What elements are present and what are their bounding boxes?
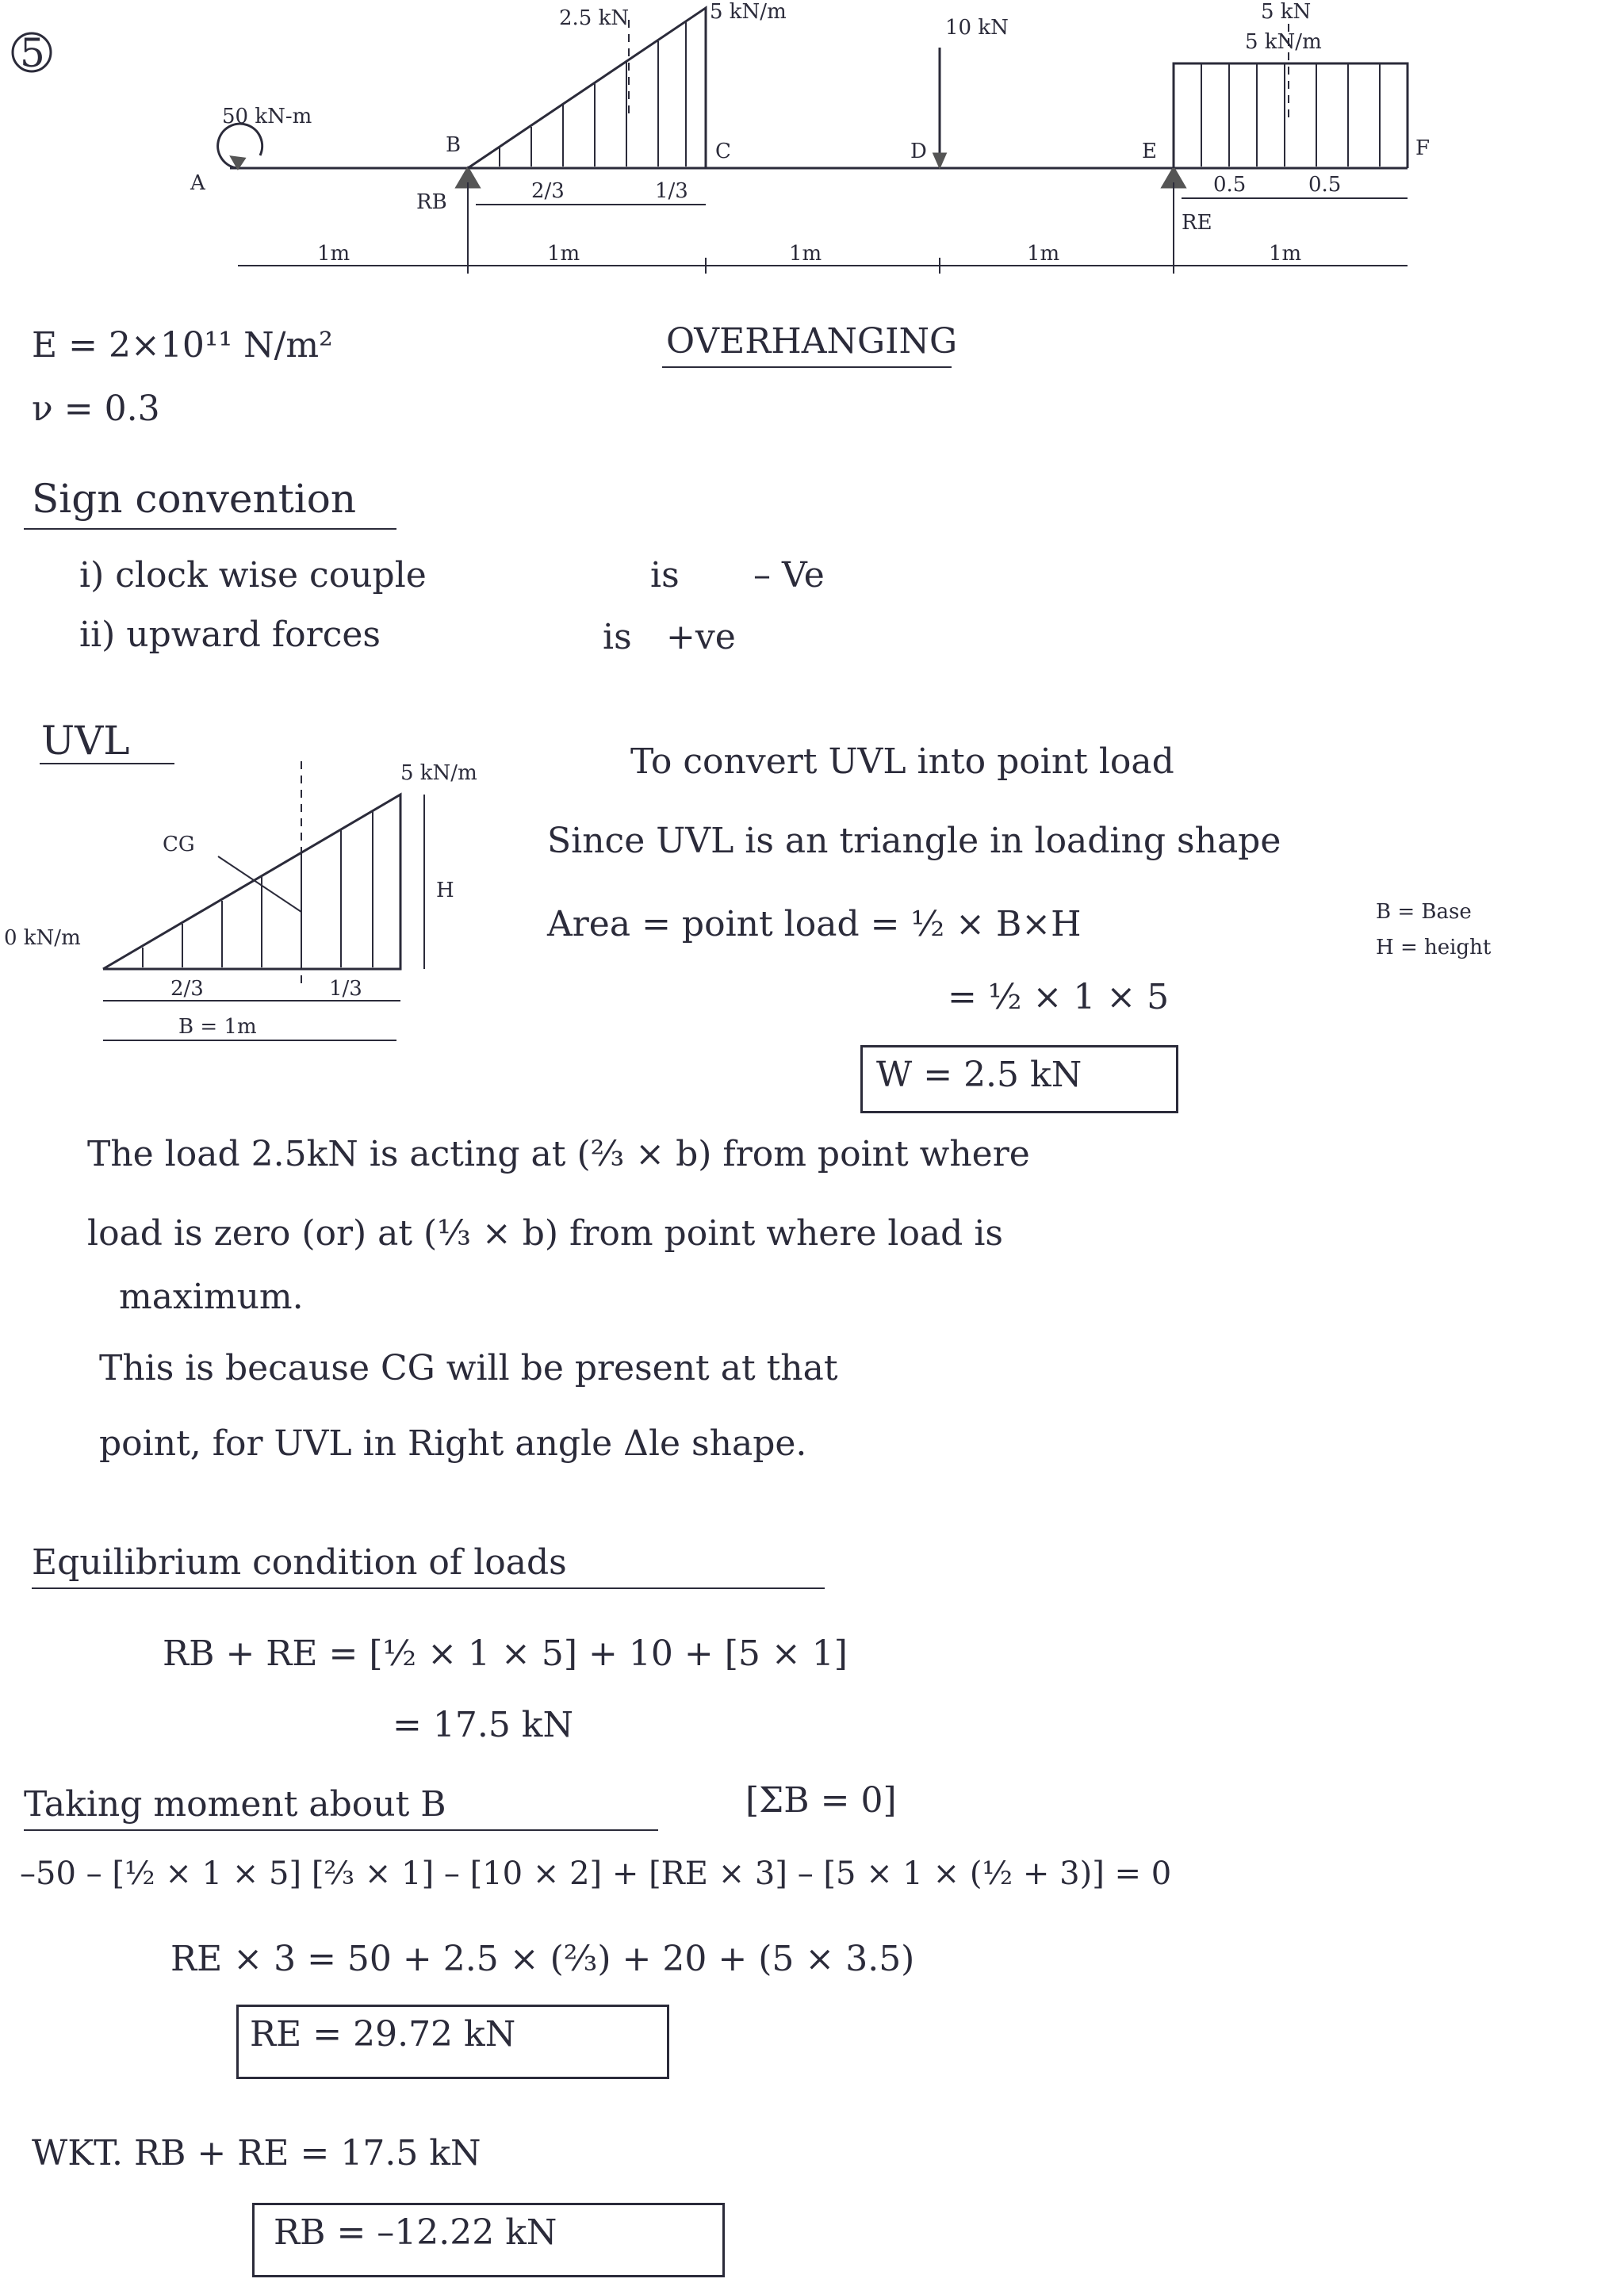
tri-split-right: 1/3 xyxy=(329,977,362,1001)
uvl-para1-line3: maximum. xyxy=(119,1277,304,1317)
uvl-para1-line1: The load 2.5kN is acting at (⅔ × b) from point where xyxy=(87,1134,1030,1174)
point-d: D xyxy=(910,140,927,163)
label-uvl-max: 5 kN/m xyxy=(710,0,787,24)
tri-h-label: H xyxy=(436,879,454,902)
eq4: RE × 3 = 50 + 2.5 × (⅔) + 20 + (5 × 3.5) xyxy=(170,1939,915,1979)
span-de: 1m xyxy=(1027,242,1060,266)
sign-rule1-val: – Ve xyxy=(753,555,825,596)
material-e: E = 2×10¹¹ N/m² xyxy=(32,325,333,366)
span-bc: 1m xyxy=(547,242,580,266)
point-a: A xyxy=(190,171,205,195)
uvl-line1: To convert UVL into point load xyxy=(630,741,1174,782)
label-point-load-d: 10 kN xyxy=(945,16,1009,40)
label-udl-point: 5 kN xyxy=(1261,0,1312,24)
sign-rule1-label: i) clock wise couple xyxy=(79,555,427,596)
point-c: C xyxy=(715,140,731,163)
span-ef: 1m xyxy=(1269,242,1302,266)
sign-rule2-mid: is xyxy=(603,617,632,657)
h-def: H = height xyxy=(1376,936,1492,959)
uvl-result: W = 2.5 kN xyxy=(876,1055,1082,1095)
reaction-b: RB xyxy=(416,190,447,214)
tri-cg-pointer xyxy=(218,856,301,912)
tri-max-label: 5 kN/m xyxy=(400,761,477,785)
uvl-para2-line2: point, for UVL in Right angle Δle shape. xyxy=(99,1423,807,1464)
wkt-line: WKT. RB + RE = 17.5 kN xyxy=(32,2133,481,2173)
uvl-para1-line2: load is zero (or) at (⅓ × b) from point where load is xyxy=(87,1213,1003,1254)
label-udl: 5 kN/m xyxy=(1245,30,1322,54)
udl-split-left: 0.5 xyxy=(1213,173,1247,197)
point-e: E xyxy=(1142,140,1157,163)
uvl-line2: Since UVL is an triangle in loading shape xyxy=(547,821,1281,861)
uvl-para2-line1: This is because CG will be present at that xyxy=(99,1348,838,1388)
material-nu: ν = 0.3 xyxy=(32,389,160,429)
tri-split-left: 2/3 xyxy=(170,977,204,1001)
result-re: RE = 29.72 kN xyxy=(250,2014,516,2055)
b-def: B = Base xyxy=(1376,900,1472,924)
uvl-line4: = ½ × 1 × 5 xyxy=(948,977,1170,1017)
page-number: 5 xyxy=(20,30,45,76)
label-uvl-point-load: 2.5 kN xyxy=(559,6,630,30)
udl-rect xyxy=(1174,63,1408,168)
result-rb: RB = –12.22 kN xyxy=(274,2212,557,2253)
uvl-heading: UVL xyxy=(41,718,130,764)
uvl-split-right: 1/3 xyxy=(655,179,688,203)
label-moment-a: 50 kN-m xyxy=(222,105,312,128)
reaction-e: RE xyxy=(1182,211,1212,235)
tri-cg-label: CG xyxy=(163,833,195,856)
moment-heading: Taking moment about B xyxy=(24,1784,446,1825)
sign-heading: Sign convention xyxy=(32,476,357,522)
tri-shape xyxy=(103,795,400,969)
eq3: –50 – [½ × 1 × 5] [⅔ × 1] – [10 × 2] + [RE × 3] – [5 × 1 × (½ + 3)] = 0 xyxy=(20,1855,1172,1892)
span-ab: 1m xyxy=(317,242,350,266)
eq2: = 17.5 kN xyxy=(393,1705,573,1745)
tri-base-label: B = 1m xyxy=(178,1015,257,1039)
point-load-d-head xyxy=(934,154,945,167)
moment-cond: [ΣB = 0] xyxy=(745,1780,897,1821)
point-f: F xyxy=(1415,136,1431,160)
uvl-triangle xyxy=(468,8,706,168)
tri-zero-label: 0 kN/m xyxy=(4,926,81,950)
sign-rule2-val: +ve xyxy=(666,617,736,657)
uvl-line3: Area = point load = ½ × B×H xyxy=(547,904,1082,944)
sign-rule2-label: ii) upward forces xyxy=(79,615,381,655)
point-b: B xyxy=(446,133,462,157)
uvl-split-left: 2/3 xyxy=(531,179,565,203)
eq-heading: Equilibrium condition of loads xyxy=(32,1542,567,1583)
sign-rule1-mid: is xyxy=(650,555,680,596)
udl-split-right: 0.5 xyxy=(1308,173,1342,197)
span-cd: 1m xyxy=(789,242,822,266)
beam-type: OVERHANGING xyxy=(666,321,958,362)
eq1: RB + RE = [½ × 1 × 5] + 10 + [5 × 1] xyxy=(163,1633,848,1674)
